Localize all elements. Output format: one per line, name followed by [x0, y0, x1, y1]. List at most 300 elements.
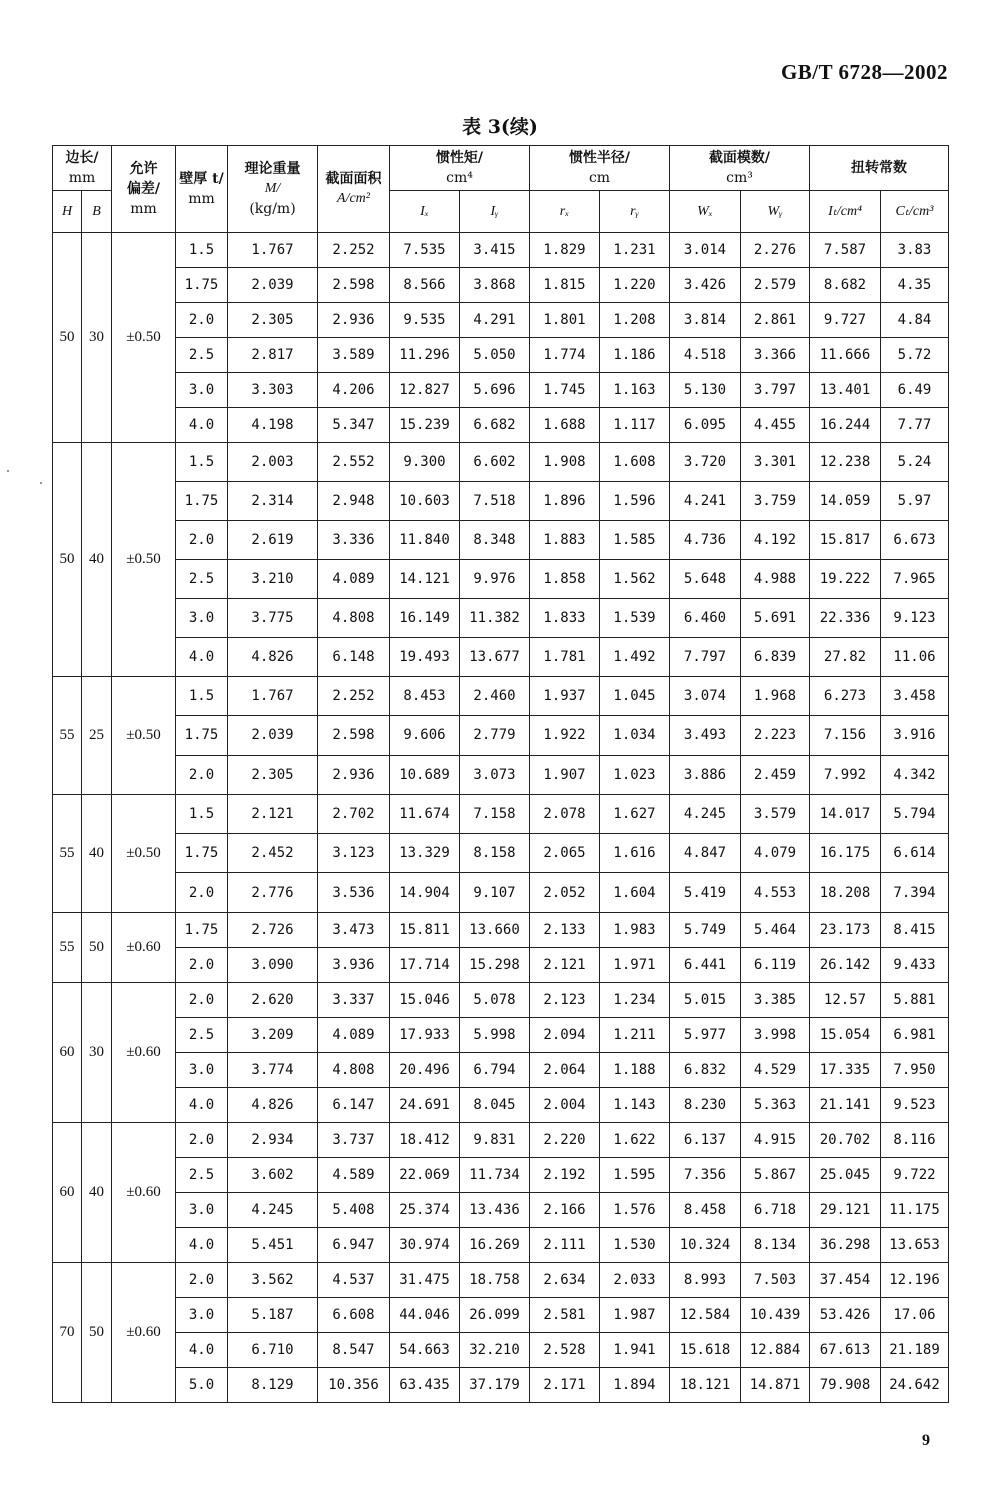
cell-m: 2.039: [228, 716, 318, 755]
cell-a: 2.936: [318, 755, 390, 794]
cell-wy: 3.579: [741, 794, 810, 833]
cell-iy: 8.348: [460, 521, 530, 560]
cell-b: 30: [82, 982, 112, 1122]
header-weight-label: 理论重量: [244, 161, 301, 177]
table-row: [53, 982, 949, 1017]
cell-ry: 1.034: [600, 716, 670, 755]
cell-ix: 9.606: [390, 716, 460, 755]
cell-h: 55: [53, 677, 82, 795]
cell-wy: 2.579: [741, 268, 810, 303]
cell-wx: 4.241: [670, 482, 741, 521]
cell-ix: 15.811: [390, 912, 460, 947]
cell-ix: 13.329: [390, 834, 460, 873]
cell-t: 2.0: [176, 755, 228, 794]
cell-it: 7.156: [810, 716, 881, 755]
cell-wx: 4.847: [670, 834, 741, 873]
cell-m: 3.209: [228, 1017, 318, 1052]
table-row: [53, 521, 949, 560]
header-torsion-label: 扭转常数: [851, 160, 907, 176]
cell-wx: 5.648: [670, 560, 741, 599]
cell-rx: 1.829: [530, 233, 600, 268]
cell-wy: 2.459: [741, 755, 810, 794]
cell-wx: 3.720: [670, 443, 741, 482]
cell-wx: 6.095: [670, 408, 741, 443]
cell-it: 16.244: [810, 408, 881, 443]
cell-tol: ±0.50: [112, 677, 176, 795]
cell-ct: 5.881: [881, 982, 949, 1017]
cell-ct: 3.458: [881, 677, 949, 716]
scan-speck: [7, 470, 9, 472]
cell-m: 2.817: [228, 338, 318, 373]
cell-it: 12.238: [810, 443, 881, 482]
cell-rx: 2.171: [530, 1367, 600, 1402]
cell-it: 18.208: [810, 873, 881, 912]
cell-ix: 20.496: [390, 1052, 460, 1087]
cell-b: 40: [82, 1122, 112, 1262]
cell-ct: 9.722: [881, 1157, 949, 1192]
cell-m: 4.826: [228, 1087, 318, 1122]
cell-ct: 3.916: [881, 716, 949, 755]
cell-rx: 2.094: [530, 1017, 600, 1052]
cell-ry: 1.530: [600, 1227, 670, 1262]
cell-ry: 2.033: [600, 1262, 670, 1297]
cell-a: 3.936: [318, 947, 390, 982]
cell-ix: 8.566: [390, 268, 460, 303]
cell-ct: 8.415: [881, 912, 949, 947]
cell-a: 4.206: [318, 373, 390, 408]
cell-ix: 11.674: [390, 794, 460, 833]
cell-rx: 2.078: [530, 794, 600, 833]
cell-ix: 16.149: [390, 599, 460, 638]
cell-tol: ±0.60: [112, 982, 176, 1122]
cell-wx: 3.814: [670, 303, 741, 338]
cell-b: 30: [82, 233, 112, 443]
cell-it: 15.817: [810, 521, 881, 560]
cell-wx: 15.618: [670, 1332, 741, 1367]
cell-ix: 15.239: [390, 408, 460, 443]
cell-it: 15.054: [810, 1017, 881, 1052]
cell-ry: 1.492: [600, 638, 670, 677]
cell-iy: 2.779: [460, 716, 530, 755]
cell-a: 3.123: [318, 834, 390, 873]
cell-iy: 9.831: [460, 1122, 530, 1157]
cell-a: 4.089: [318, 1017, 390, 1052]
cell-a: 2.948: [318, 482, 390, 521]
cell-wx: 4.245: [670, 794, 741, 833]
table-row: [53, 834, 949, 873]
table-row: [53, 794, 949, 833]
cell-ct: 7.965: [881, 560, 949, 599]
cell-wy: 6.119: [741, 947, 810, 982]
cell-wy: 3.759: [741, 482, 810, 521]
cell-a: 3.737: [318, 1122, 390, 1157]
cell-t: 2.0: [176, 1262, 228, 1297]
cell-iy: 6.794: [460, 1052, 530, 1087]
header-modulus-unit: cm³: [726, 170, 753, 186]
cell-wy: 2.223: [741, 716, 810, 755]
header-modulus: [670, 146, 810, 191]
cell-ct: 5.24: [881, 443, 949, 482]
cell-iy: 6.682: [460, 408, 530, 443]
cell-ry: 1.604: [600, 873, 670, 912]
cell-ix: 9.300: [390, 443, 460, 482]
cell-iy: 2.460: [460, 677, 530, 716]
cell-rx: 1.907: [530, 755, 600, 794]
cell-wy: 4.915: [741, 1122, 810, 1157]
cell-rx: 2.004: [530, 1087, 600, 1122]
header-tolerance: [112, 146, 176, 233]
cell-a: 2.702: [318, 794, 390, 833]
cell-m: 5.451: [228, 1227, 318, 1262]
cell-ix: 31.475: [390, 1262, 460, 1297]
cell-wx: 8.230: [670, 1087, 741, 1122]
cell-wx: 4.518: [670, 338, 741, 373]
table-body: [53, 233, 949, 1403]
cell-ry: 1.616: [600, 834, 670, 873]
cell-rx: 1.883: [530, 521, 600, 560]
cell-t: 1.75: [176, 268, 228, 303]
cell-it: 36.298: [810, 1227, 881, 1262]
cell-t: 4.0: [176, 1332, 228, 1367]
cell-wy: 3.301: [741, 443, 810, 482]
cell-t: 1.5: [176, 443, 228, 482]
cell-ix: 12.827: [390, 373, 460, 408]
cell-ct: 17.06: [881, 1297, 949, 1332]
table-row: [53, 677, 949, 716]
cell-it: 11.666: [810, 338, 881, 373]
table-row: [53, 755, 949, 794]
cell-wy: 3.385: [741, 982, 810, 1017]
cell-h: 55: [53, 912, 82, 982]
cell-wx: 6.832: [670, 1052, 741, 1087]
cell-t: 4.0: [176, 1087, 228, 1122]
cell-ix: 11.840: [390, 521, 460, 560]
cell-a: 2.598: [318, 716, 390, 755]
cell-m: 4.198: [228, 408, 318, 443]
cell-rx: 2.064: [530, 1052, 600, 1087]
cell-ry: 1.894: [600, 1367, 670, 1402]
cell-it: 37.454: [810, 1262, 881, 1297]
cell-a: 4.537: [318, 1262, 390, 1297]
cell-it: 8.682: [810, 268, 881, 303]
cell-a: 4.808: [318, 599, 390, 638]
cell-it: 23.173: [810, 912, 881, 947]
header-rx: rₓ: [530, 191, 600, 233]
cell-m: 2.305: [228, 755, 318, 794]
cell-wx: 4.736: [670, 521, 741, 560]
cell-tol: ±0.50: [112, 443, 176, 677]
cell-wx: 3.426: [670, 268, 741, 303]
table-row: [53, 373, 949, 408]
cell-wy: 3.797: [741, 373, 810, 408]
table-row: [53, 947, 949, 982]
cell-it: 27.82: [810, 638, 881, 677]
cell-iy: 32.210: [460, 1332, 530, 1367]
cell-iy: 11.734: [460, 1157, 530, 1192]
cell-a: 3.337: [318, 982, 390, 1017]
cell-m: 3.210: [228, 560, 318, 599]
cell-rx: 1.922: [530, 716, 600, 755]
cell-it: 19.222: [810, 560, 881, 599]
cell-ct: 24.642: [881, 1367, 949, 1402]
cell-m: 3.774: [228, 1052, 318, 1087]
cell-t: 2.0: [176, 947, 228, 982]
cell-m: 2.121: [228, 794, 318, 833]
header-inertia: [390, 146, 530, 191]
cell-iy: 8.045: [460, 1087, 530, 1122]
cell-a: 2.936: [318, 303, 390, 338]
cell-ct: 7.394: [881, 873, 949, 912]
cell-ry: 1.163: [600, 373, 670, 408]
cell-ct: 4.342: [881, 755, 949, 794]
cell-ix: 17.933: [390, 1017, 460, 1052]
cell-iy: 8.158: [460, 834, 530, 873]
cell-rx: 2.192: [530, 1157, 600, 1192]
header-B: B: [82, 191, 112, 233]
cell-wx: 3.493: [670, 716, 741, 755]
cell-rx: 2.111: [530, 1227, 600, 1262]
cell-rx: 1.908: [530, 443, 600, 482]
cell-t: 2.0: [176, 1122, 228, 1157]
cell-ry: 1.622: [600, 1122, 670, 1157]
cell-ry: 1.211: [600, 1017, 670, 1052]
cell-a: 6.147: [318, 1087, 390, 1122]
cell-m: 4.826: [228, 638, 318, 677]
cell-ct: 4.84: [881, 303, 949, 338]
cell-wy: 8.134: [741, 1227, 810, 1262]
table-row: [53, 1052, 949, 1087]
cell-wx: 3.074: [670, 677, 741, 716]
cell-ct: 11.06: [881, 638, 949, 677]
cell-a: 2.252: [318, 233, 390, 268]
header-inertia-unit: cm⁴: [446, 170, 473, 186]
cell-wy: 4.988: [741, 560, 810, 599]
cell-a: 3.536: [318, 873, 390, 912]
header-area-label: 截面面积: [325, 171, 382, 187]
cell-iy: 16.269: [460, 1227, 530, 1262]
cell-ct: 5.794: [881, 794, 949, 833]
cell-wx: 5.749: [670, 912, 741, 947]
cell-ct: 12.196: [881, 1262, 949, 1297]
cell-t: 2.5: [176, 1017, 228, 1052]
cell-it: 9.727: [810, 303, 881, 338]
cell-a: 6.608: [318, 1297, 390, 1332]
cell-wy: 5.464: [741, 912, 810, 947]
cell-iy: 9.107: [460, 873, 530, 912]
cell-iy: 7.518: [460, 482, 530, 521]
cell-ct: 8.116: [881, 1122, 949, 1157]
cell-rx: 1.815: [530, 268, 600, 303]
cell-ix: 10.603: [390, 482, 460, 521]
cell-wx: 7.797: [670, 638, 741, 677]
cell-wy: 4.553: [741, 873, 810, 912]
cell-ix: 22.069: [390, 1157, 460, 1192]
cell-ix: 30.974: [390, 1227, 460, 1262]
table-row: [53, 638, 949, 677]
cell-it: 7.992: [810, 755, 881, 794]
cell-a: 5.408: [318, 1192, 390, 1227]
table-row: [53, 1262, 949, 1297]
cell-t: 3.0: [176, 1192, 228, 1227]
cell-rx: 1.801: [530, 303, 600, 338]
cell-it: 53.426: [810, 1297, 881, 1332]
cell-it: 22.336: [810, 599, 881, 638]
cell-t: 3.0: [176, 373, 228, 408]
table-row: [53, 1227, 949, 1262]
cell-it: 20.702: [810, 1122, 881, 1157]
table-row: [53, 268, 949, 303]
cell-m: 6.710: [228, 1332, 318, 1367]
cell-a: 2.598: [318, 268, 390, 303]
cell-m: 5.187: [228, 1297, 318, 1332]
cell-t: 2.0: [176, 873, 228, 912]
cell-tol: ±0.60: [112, 1122, 176, 1262]
header-H: H: [53, 191, 82, 233]
cell-h: 70: [53, 1262, 82, 1402]
cell-rx: 1.781: [530, 638, 600, 677]
cell-m: 4.245: [228, 1192, 318, 1227]
header-tolerance-label-a: 允许: [129, 161, 158, 177]
cell-rx: 2.220: [530, 1122, 600, 1157]
cell-ct: 6.614: [881, 834, 949, 873]
cell-rx: 2.065: [530, 834, 600, 873]
cell-iy: 18.758: [460, 1262, 530, 1297]
cell-rx: 2.121: [530, 947, 600, 982]
cell-m: 2.003: [228, 443, 318, 482]
cell-rx: 1.896: [530, 482, 600, 521]
cell-ry: 1.971: [600, 947, 670, 982]
cell-h: 50: [53, 443, 82, 677]
table-row: [53, 1087, 949, 1122]
page-number: 9: [922, 1432, 930, 1449]
header-thickness: [176, 146, 228, 233]
cell-a: 4.089: [318, 560, 390, 599]
table-row: [53, 233, 949, 268]
cell-iy: 5.078: [460, 982, 530, 1017]
table-row: [53, 560, 949, 599]
cell-rx: 1.937: [530, 677, 600, 716]
cell-a: 4.808: [318, 1052, 390, 1087]
cell-rx: 2.581: [530, 1297, 600, 1332]
cell-t: 2.0: [176, 982, 228, 1017]
cell-wx: 3.886: [670, 755, 741, 794]
cell-iy: 3.415: [460, 233, 530, 268]
cell-t: 4.0: [176, 1227, 228, 1262]
cell-m: 2.452: [228, 834, 318, 873]
cell-ry: 1.608: [600, 443, 670, 482]
cell-iy: 5.050: [460, 338, 530, 373]
cell-wy: 3.366: [741, 338, 810, 373]
cell-rx: 2.166: [530, 1192, 600, 1227]
cell-m: 3.562: [228, 1262, 318, 1297]
cell-a: 3.336: [318, 521, 390, 560]
header-radius: [530, 146, 670, 191]
cell-wx: 3.014: [670, 233, 741, 268]
cell-it: 67.613: [810, 1332, 881, 1367]
cell-ix: 24.691: [390, 1087, 460, 1122]
cell-wx: 8.993: [670, 1262, 741, 1297]
header-thickness-unit: mm: [188, 191, 215, 207]
table-title: 表 3(续): [462, 116, 538, 138]
cell-m: 2.039: [228, 268, 318, 303]
cell-rx: 2.634: [530, 1262, 600, 1297]
cell-tol: ±0.60: [112, 912, 176, 982]
cell-ct: 6.673: [881, 521, 949, 560]
cell-it: 26.142: [810, 947, 881, 982]
cell-ry: 1.596: [600, 482, 670, 521]
cell-t: 1.75: [176, 482, 228, 521]
cell-m: 1.767: [228, 677, 318, 716]
cell-wx: 8.458: [670, 1192, 741, 1227]
header-side-length: [53, 146, 112, 191]
cell-h: 60: [53, 1122, 82, 1262]
cell-ct: 21.189: [881, 1332, 949, 1367]
cell-t: 1.5: [176, 794, 228, 833]
header-radius-unit: cm: [588, 170, 611, 186]
cell-rx: 1.833: [530, 599, 600, 638]
cell-wy: 4.455: [741, 408, 810, 443]
cell-ix: 54.663: [390, 1332, 460, 1367]
table-row: [53, 599, 949, 638]
cell-ry: 1.045: [600, 677, 670, 716]
cell-t: 5.0: [176, 1367, 228, 1402]
cell-a: 8.547: [318, 1332, 390, 1367]
cell-wy: 6.718: [741, 1192, 810, 1227]
cell-ry: 1.023: [600, 755, 670, 794]
table-row: [53, 482, 949, 521]
cell-ix: 63.435: [390, 1367, 460, 1402]
header-thickness-label: 壁厚 t/: [179, 171, 224, 187]
cell-t: 4.0: [176, 408, 228, 443]
cell-ry: 1.562: [600, 560, 670, 599]
header-tolerance-label-b: 偏差/: [126, 181, 161, 197]
cell-rx: 1.774: [530, 338, 600, 373]
cell-ry: 1.585: [600, 521, 670, 560]
header-area: [318, 146, 390, 233]
cell-ry: 1.234: [600, 982, 670, 1017]
cell-t: 1.75: [176, 912, 228, 947]
cell-it: 29.121: [810, 1192, 881, 1227]
cell-ct: 9.433: [881, 947, 949, 982]
cell-iy: 37.179: [460, 1367, 530, 1402]
cell-ct: 7.77: [881, 408, 949, 443]
cell-wy: 2.276: [741, 233, 810, 268]
table-row: [53, 303, 949, 338]
table-row: [53, 1367, 949, 1402]
cell-wx: 6.441: [670, 947, 741, 982]
cell-m: 8.129: [228, 1367, 318, 1402]
scan-speck: [40, 482, 42, 484]
cell-t: 2.5: [176, 338, 228, 373]
cell-ct: 5.97: [881, 482, 949, 521]
steel-tube-properties-table: [52, 145, 949, 1403]
cell-wy: 4.079: [741, 834, 810, 873]
cell-tol: ±0.50: [112, 233, 176, 443]
cell-ry: 1.220: [600, 268, 670, 303]
header-modulus-label: 截面模数/: [708, 150, 771, 166]
cell-it: 12.57: [810, 982, 881, 1017]
cell-it: 13.401: [810, 373, 881, 408]
cell-a: 3.473: [318, 912, 390, 947]
cell-t: 3.0: [176, 1052, 228, 1087]
cell-ix: 25.374: [390, 1192, 460, 1227]
table-row: [53, 1157, 949, 1192]
cell-it: 21.141: [810, 1087, 881, 1122]
cell-m: 3.303: [228, 373, 318, 408]
cell-a: 4.589: [318, 1157, 390, 1192]
cell-t: 4.0: [176, 638, 228, 677]
cell-it: 16.175: [810, 834, 881, 873]
